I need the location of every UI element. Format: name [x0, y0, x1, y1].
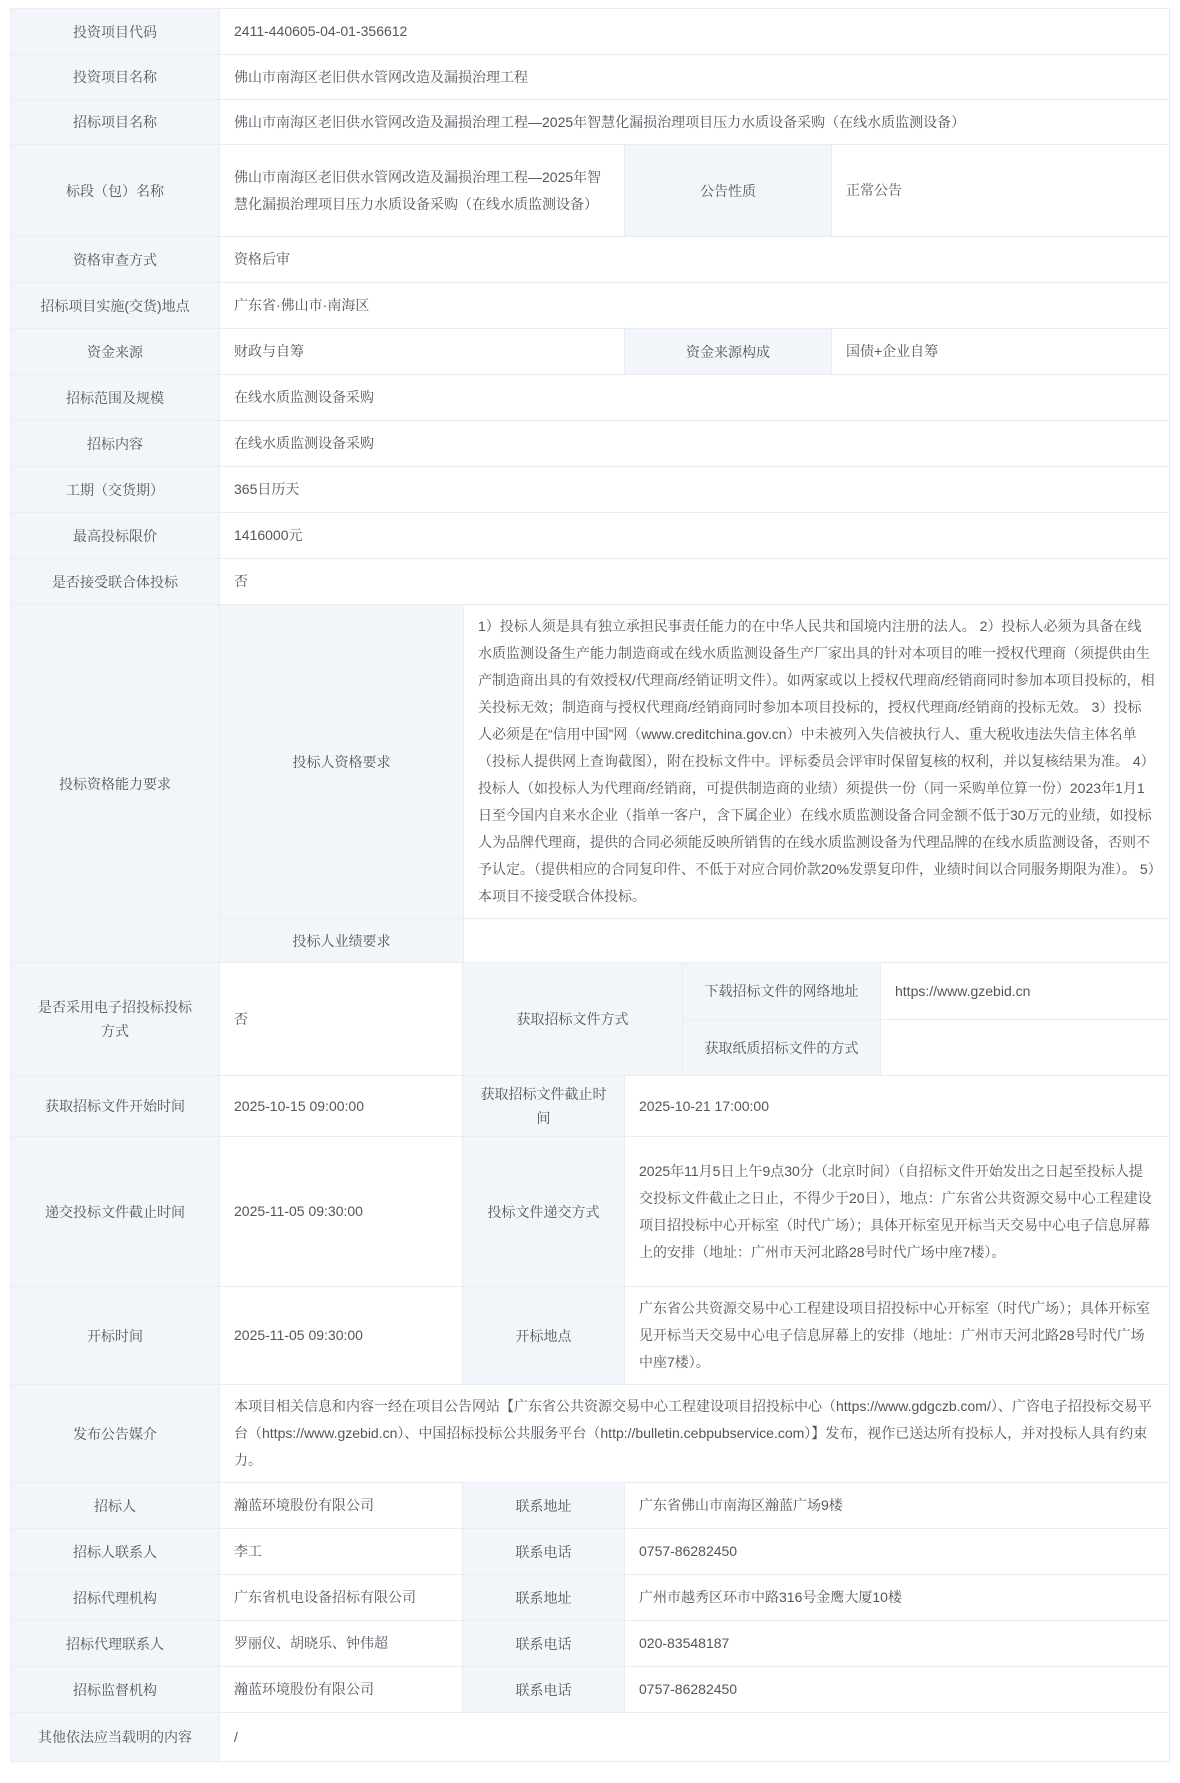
submission-method-label: 投标文件递交方式	[462, 1137, 624, 1286]
max-bid-price-label: 最高投标限价	[11, 513, 219, 558]
funding-source-label: 资金来源	[11, 329, 219, 374]
investment-project-name-label: 投资项目名称	[11, 55, 219, 99]
tender-agency-label: 招标代理机构	[11, 1575, 219, 1620]
bid-opening-time-label: 开标时间	[11, 1287, 219, 1384]
row-tender-content	[11, 420, 1169, 466]
row-investment-project-name	[11, 54, 1169, 99]
accept-consortium-value: 否	[219, 559, 1169, 604]
investment-project-code-value: 2411-440605-04-01-356612	[219, 9, 1169, 54]
delivery-place-label: 招标项目实施(交货)地点	[11, 283, 219, 328]
funding-composition-label: 资金来源构成	[624, 329, 831, 374]
tenderer-contact-value: 李工	[219, 1529, 462, 1574]
agency-address-label: 联系地址	[462, 1575, 624, 1620]
row-tender-agency	[11, 1574, 1169, 1620]
doc-obtain-method-subrows	[682, 963, 1169, 1075]
row-electronic-bidding	[11, 962, 1169, 1075]
paper-doc-method-label: 获取纸质招标文件的方式	[683, 1020, 880, 1075]
electronic-bidding-label: 是否采用电子招投标投标方式	[11, 963, 219, 1075]
qualification-review-method-label: 资格审查方式	[11, 237, 219, 282]
announcement-media-label: 发布公告媒介	[11, 1385, 219, 1482]
tender-info-table	[10, 8, 1170, 1762]
row-qualification-capability	[11, 604, 1169, 962]
bidder-qualification-subrow	[220, 605, 1169, 918]
announcement-media-value: 本项目相关信息和内容一经在项目公告网站【广东省公共资源交易中心工程建设项目招投标中心（https://www.gdgczb.com/）、广咨电子招投标交易平台（https://www.gzebid.cn）、中国招标投标公共服务平台（http://bulletin.cebpubservice.com）】发布，视作已送达所有投标人，并对投标人具有约束力。	[219, 1385, 1169, 1482]
investment-project-name-value: 佛山市南海区老旧供水管网改造及漏损治理工程	[219, 55, 1169, 99]
download-address-value: https://www.gzebid.cn	[880, 963, 1169, 1019]
row-tenderer-contact	[11, 1528, 1169, 1574]
submission-method-value: 2025年11月5日上午9点30分（北京时间）（自招标文件开始发出之日起至投标人提交投标文件截止之日止，不得少于20日），地点：广东省公共资源交易中心工程建设项目招投标中心开标室（时代广场）；具体开标室见开标当天交易中心电子信息屏幕上的安排（地址：广州市天河北路28号时代广场中座7楼）。	[624, 1137, 1169, 1286]
bid-opening-time-value: 2025-11-05 09:30:00	[219, 1287, 462, 1384]
electronic-bidding-value: 否	[219, 963, 462, 1075]
agency-address-value: 广州市越秀区环市中路316号金鹰大厦10楼	[624, 1575, 1169, 1620]
row-qualification-review-method	[11, 236, 1169, 282]
supervision-org-value: 瀚蓝环境股份有限公司	[219, 1667, 462, 1712]
bidder-performance-label: 投标人业绩要求	[220, 919, 463, 962]
doc-obtain-deadline-label: 获取招标文件截止时间	[462, 1076, 624, 1136]
supervision-phone-label: 联系电话	[462, 1667, 624, 1712]
row-investment-project-code	[11, 9, 1169, 54]
tenderer-contact-label: 招标人联系人	[11, 1529, 219, 1574]
other-required-content-value: /	[219, 1713, 1169, 1761]
paper-doc-method-value	[880, 1020, 1169, 1075]
announcement-nature-label: 公告性质	[624, 145, 831, 236]
doc-obtain-deadline-value: 2025-10-21 17:00:00	[624, 1076, 1169, 1136]
tenderer-address-value: 广东省佛山市南海区瀚蓝广场9楼	[624, 1483, 1169, 1528]
agency-contact-value: 罗丽仪、胡晓乐、钟伟超	[219, 1621, 462, 1666]
duration-label: 工期（交货期）	[11, 467, 219, 512]
tender-scope-label: 招标范围及规模	[11, 375, 219, 420]
agency-contact-label: 招标代理联系人	[11, 1621, 219, 1666]
paper-doc-method-subrow	[683, 1019, 1169, 1075]
submission-deadline-value: 2025-11-05 09:30:00	[219, 1137, 462, 1286]
doc-obtain-method-label: 获取招标文件方式	[462, 963, 682, 1075]
bid-opening-place-value: 广东省公共资源交易中心工程建设项目招投标中心开标室（时代广场）；具体开标室见开标当天交易中心电子信息屏幕上的安排（地址：广州市天河北路28号时代广场中座7楼）。	[624, 1287, 1169, 1384]
bidder-qualification-value: 1）投标人须是具有独立承担民事责任能力的在中华人民共和国境内注册的法人。 2）投标人必须为具备在线水质监测设备生产能力制造商或在线水质监测设备生产厂家出具的针对本项目的唯一授权代理商（须提供由生产制造商出具的有效授权/代理商/经销证明文件）。如两家或以上授权代理商/经销商同时参加本项目投标的，相关投标无效；制造商与授权代理商/经销商同时参加本项目投标的，授权代理商/经销商的投标无效。 3）投标人必须是在“信用中国”网（www.creditchina.gov.cn）中未被列入失信被执行人、重大税收违法失信主体名单（投标人提供网上查询截图），附在投标文件中。评标委员会评审时保留复核的权利，并以复核结果为准。 4）投标人（如投标人为代理商/经销商，可提供制造商的业绩）须提供一份（同一采购单位算一份）2023年1月1日至今国内自来水企业（指单一客户，含下属企业）在线水质监测设备合同金额不低于30万元的业绩，如投标人为品牌代理商，提供的合同必须能反映所销售的在线水质监测设备为代理品牌的在线水质监测设备，否则不予认定。（提供相应的合同复印件、不低于对应合同价款20%发票复印件，业绩时间以合同服务期限为准）。 5）本项目不接受联合体投标。	[463, 605, 1169, 918]
row-tender-project-name	[11, 99, 1169, 144]
max-bid-price-value: 1416000元	[219, 513, 1169, 558]
tender-scope-value: 在线水质监测设备采购	[219, 375, 1169, 420]
supervision-org-label: 招标监督机构	[11, 1667, 219, 1712]
bidder-performance-subrow	[220, 918, 1169, 962]
row-section-package-name	[11, 144, 1169, 236]
qualification-review-method-value: 资格后审	[219, 237, 1169, 282]
tender-project-name-label: 招标项目名称	[11, 100, 219, 144]
agency-phone-value: 020-83548187	[624, 1621, 1169, 1666]
row-tender-scope	[11, 374, 1169, 420]
row-max-bid-price	[11, 512, 1169, 558]
funding-source-value: 财政与自筹	[219, 329, 624, 374]
tender-content-label: 招标内容	[11, 421, 219, 466]
row-bid-opening	[11, 1286, 1169, 1384]
row-supervision-org	[11, 1666, 1169, 1712]
submission-deadline-label: 递交投标文件截止时间	[11, 1137, 219, 1286]
row-announcement-media	[11, 1384, 1169, 1482]
tenderer-phone-label: 联系电话	[462, 1529, 624, 1574]
tender-content-value: 在线水质监测设备采购	[219, 421, 1169, 466]
doc-obtain-start-value: 2025-10-15 09:00:00	[219, 1076, 462, 1136]
row-funding-source	[11, 328, 1169, 374]
row-accept-consortium	[11, 558, 1169, 604]
download-address-label: 下载招标文件的网络地址	[683, 963, 880, 1019]
row-doc-obtain-time	[11, 1075, 1169, 1136]
funding-composition-value: 国债+企业自筹	[831, 329, 1169, 374]
agency-phone-label: 联系电话	[462, 1621, 624, 1666]
tenderer-address-label: 联系地址	[462, 1483, 624, 1528]
tenderer-phone-value: 0757-86282450	[624, 1529, 1169, 1574]
row-delivery-place	[11, 282, 1169, 328]
row-submission-deadline	[11, 1136, 1169, 1286]
bid-opening-place-label: 开标地点	[462, 1287, 624, 1384]
accept-consortium-label: 是否接受联合体投标	[11, 559, 219, 604]
supervision-phone-value: 0757-86282450	[624, 1667, 1169, 1712]
row-other-required-content	[11, 1712, 1169, 1761]
investment-project-code-label: 投资项目代码	[11, 9, 219, 54]
row-tenderer	[11, 1482, 1169, 1528]
other-required-content-label: 其他依法应当载明的内容	[11, 1713, 219, 1761]
section-package-name-value: 佛山市南海区老旧供水管网改造及漏损治理工程—2025年智慧化漏损治理项目压力水质设备采购（在线水质监测设备）	[219, 145, 624, 236]
row-agency-contact	[11, 1620, 1169, 1666]
bidder-performance-value	[463, 919, 1169, 962]
tender-project-name-value: 佛山市南海区老旧供水管网改造及漏损治理工程—2025年智慧化漏损治理项目压力水质设备采购（在线水质监测设备）	[219, 100, 1169, 144]
download-address-subrow	[683, 963, 1169, 1019]
tender-agency-value: 广东省机电设备招标有限公司	[219, 1575, 462, 1620]
section-package-name-label: 标段（包）名称	[11, 145, 219, 236]
qualification-capability-subrows	[219, 605, 1169, 962]
tenderer-label: 招标人	[11, 1483, 219, 1528]
announcement-nature-value: 正常公告	[831, 145, 1169, 236]
doc-obtain-start-label: 获取招标文件开始时间	[11, 1076, 219, 1136]
tenderer-value: 瀚蓝环境股份有限公司	[219, 1483, 462, 1528]
bidder-qualification-label: 投标人资格要求	[220, 605, 463, 918]
row-duration	[11, 466, 1169, 512]
qualification-capability-label: 投标资格能力要求	[11, 605, 219, 962]
duration-value: 365日历天	[219, 467, 1169, 512]
delivery-place-value: 广东省·佛山市·南海区	[219, 283, 1169, 328]
